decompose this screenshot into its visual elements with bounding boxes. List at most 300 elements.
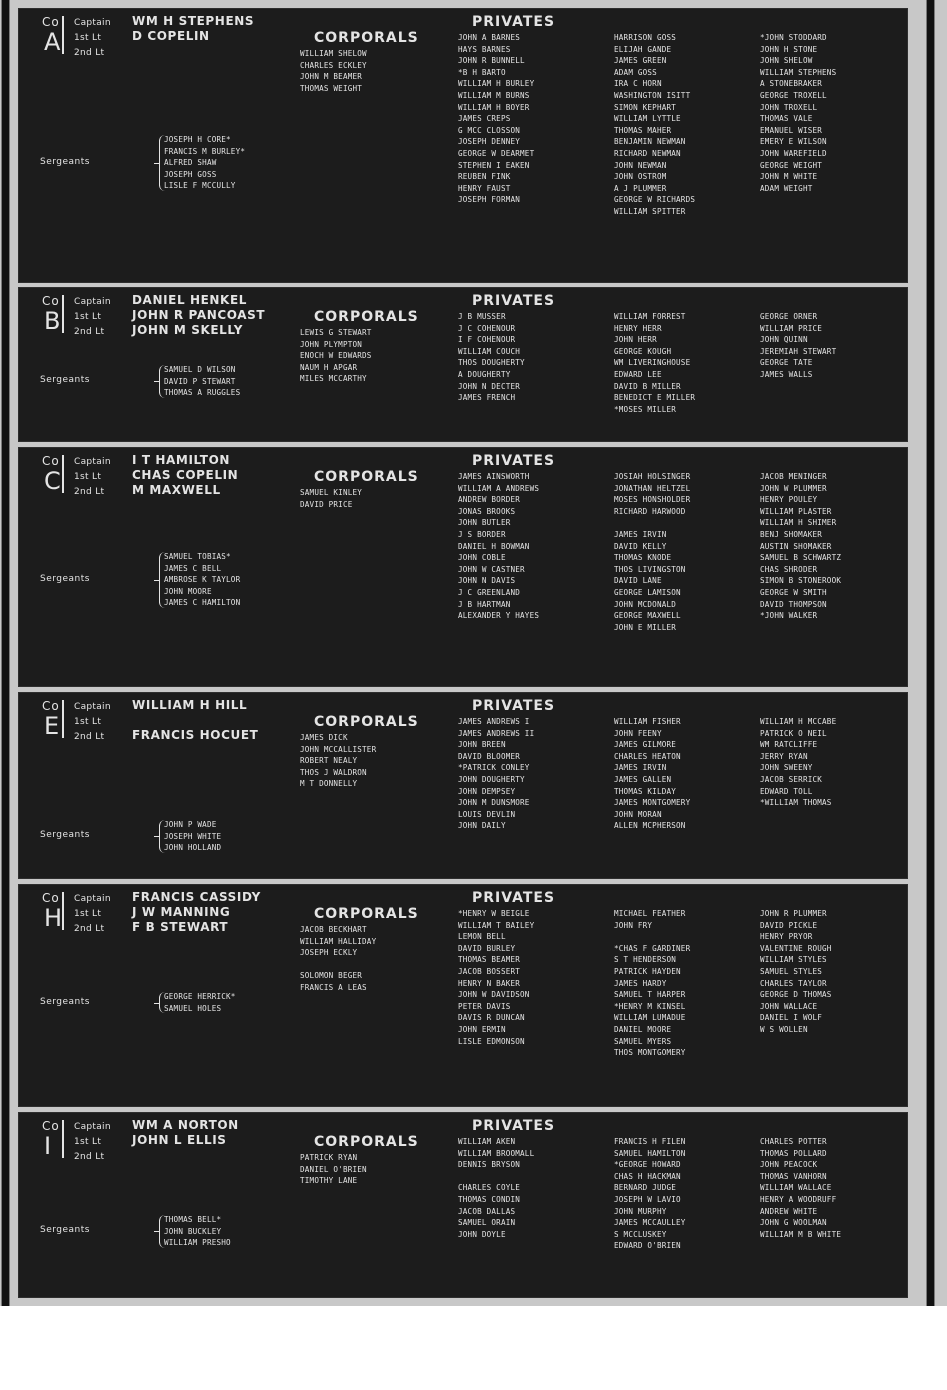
roster-name: JAMES ANDREWS II bbox=[458, 728, 535, 738]
roster-name: SOLOMON BEGER bbox=[300, 971, 363, 981]
sergeants-label: Sergeants bbox=[40, 1225, 90, 1236]
sergeants-list bbox=[164, 134, 245, 192]
second-lieutenant-row bbox=[74, 921, 261, 936]
corporals-heading: CORPORALS bbox=[314, 30, 419, 46]
captain-row bbox=[74, 15, 254, 30]
second-lieutenant-title: 2nd Lt bbox=[74, 1152, 105, 1162]
roster-name: WILLIAM FORREST bbox=[614, 312, 686, 321]
privates-column-3 bbox=[760, 32, 836, 194]
roster-name: DAVIS R DUNCAN bbox=[458, 1013, 525, 1023]
first-lieutenant-title: 1st Lt bbox=[74, 472, 102, 482]
roster-name: DAVID P STEWART bbox=[164, 376, 236, 386]
roster-name: DAVID B MILLER bbox=[614, 381, 681, 391]
corporals-list bbox=[300, 487, 362, 510]
roster-name: JAMES IRVIN bbox=[614, 763, 667, 773]
roster-name: STEPHEN I EAKEN bbox=[458, 160, 530, 170]
roster-name: JOHN NEWMAN bbox=[614, 160, 667, 170]
roster-name: JAMES C HAMILTON bbox=[164, 598, 241, 608]
roster-name: GEORGE W DEARMET bbox=[458, 148, 535, 158]
roster-name: SIMON B STONEROOK bbox=[760, 576, 842, 586]
roster-name: S T HENDERSON bbox=[614, 955, 677, 965]
roster-name: DAVID PICKLE bbox=[760, 920, 818, 930]
roster-name: JOHN MCDONALD bbox=[614, 599, 677, 609]
roster-name bbox=[458, 1171, 534, 1183]
roster-name: JOHN W PLUMMER bbox=[760, 483, 827, 493]
roster-name: JACOB BOSSERT bbox=[458, 966, 521, 976]
roster-name: JOHN QUINN bbox=[760, 335, 808, 345]
roster-name: JAMES ANDREWS I bbox=[458, 717, 530, 726]
sergeants-list bbox=[164, 819, 221, 854]
roster-name: GEORGE TROXELL bbox=[760, 90, 827, 100]
privates-heading: PRIVATES bbox=[472, 453, 556, 469]
roster-name: JONATHAN HELTZEL bbox=[614, 483, 691, 493]
roster-name: WILLIAM H BURLEY bbox=[458, 79, 535, 89]
roster-name: JOSEPH WHITE bbox=[164, 831, 222, 841]
privates-heading: PRIVATES bbox=[472, 293, 556, 309]
company-panel-b bbox=[18, 287, 908, 442]
roster-name: WILLIAM FISHER bbox=[614, 717, 681, 726]
captain-title: Captain bbox=[74, 1122, 111, 1132]
roster-name: WILLIAM A ANDREWS bbox=[458, 483, 540, 493]
company-divider bbox=[62, 1120, 64, 1158]
roster-name: JOHN DOUGHERTY bbox=[458, 774, 525, 784]
second-lieutenant-title: 2nd Lt bbox=[74, 327, 105, 337]
roster-name: *JOHN WALKER bbox=[760, 611, 818, 621]
roster-name: THOMAS VANHORN bbox=[760, 1171, 827, 1181]
privates-column-2 bbox=[614, 908, 690, 1059]
roster-name: *MOSES MILLER bbox=[614, 404, 677, 414]
captain-title: Captain bbox=[74, 702, 111, 712]
company-label bbox=[28, 455, 68, 495]
second-lieutenant-title: 2nd Lt bbox=[74, 732, 105, 742]
roster-name: JOHN OSTROM bbox=[614, 172, 667, 182]
company-word: Co bbox=[42, 454, 60, 468]
first-lieutenant-row bbox=[74, 30, 254, 45]
first-lieutenant-row bbox=[74, 469, 238, 484]
roster-name: WILLIAM M BURNS bbox=[458, 90, 530, 100]
company-panel-i bbox=[18, 1112, 908, 1298]
sergeants-list bbox=[164, 1214, 231, 1249]
roster-name: THOS LIVINGSTON bbox=[614, 564, 686, 574]
roster-name: THOMAS KILDAY bbox=[614, 786, 677, 796]
roster-name: GEORGE KOUGH bbox=[614, 346, 672, 356]
second-lieutenant-title: 2nd Lt bbox=[74, 924, 105, 934]
roster-name: EMERY E WILSON bbox=[760, 137, 827, 147]
roster-name: J C GREENLAND bbox=[458, 587, 521, 597]
roster-name: JOHN N DECTER bbox=[458, 381, 521, 391]
roster-name: WILLIAM PLASTER bbox=[760, 506, 832, 516]
roster-name: JAMES HARDY bbox=[614, 978, 667, 988]
roster-name: JOHN W DAVIDSON bbox=[458, 990, 530, 1000]
officers bbox=[74, 15, 254, 60]
company-word: Co bbox=[42, 15, 60, 29]
roster-name: G MCC CLOSSON bbox=[458, 125, 521, 135]
first-lieutenant-name: JOHN R PANCOAST bbox=[132, 308, 266, 322]
roster-name bbox=[614, 931, 690, 943]
roster-name: JACOB SERRICK bbox=[760, 774, 823, 784]
sergeants-list bbox=[164, 991, 236, 1014]
second-lieutenant-name: FRANCIS HOCUET bbox=[132, 728, 259, 742]
company-word: Co bbox=[42, 294, 60, 308]
roster-name: JONAS BROOKS bbox=[458, 506, 516, 516]
roster-name: JOSEPH GOSS bbox=[164, 169, 217, 179]
roster-name: WILLIAM BROOMALL bbox=[458, 1148, 535, 1158]
corporals-list bbox=[300, 48, 367, 94]
corporals-heading: CORPORALS bbox=[314, 714, 419, 730]
roster-name: EMANUEL WISER bbox=[760, 125, 823, 135]
roster-name: HAYS BARNES bbox=[458, 44, 511, 54]
roster-name: JACOB DALLAS bbox=[458, 1206, 516, 1216]
roster-name: TIMOTHY LANE bbox=[300, 1176, 358, 1186]
roster-name: WILLIAM LUMADUE bbox=[614, 1013, 686, 1023]
second-lieutenant-name: F B STEWART bbox=[132, 920, 229, 934]
roster-name: W S WOLLEN bbox=[760, 1024, 808, 1034]
roster-name: JAMES GALLEN bbox=[614, 774, 672, 784]
roster-name: DANIEL O'BRIEN bbox=[300, 1164, 367, 1174]
roster-name: THOMAS BELL* bbox=[164, 1215, 222, 1224]
second-lieutenant-title: 2nd Lt bbox=[74, 48, 105, 58]
roster-name: NAUM H APGAR bbox=[300, 362, 358, 372]
sergeants-label: Sergeants bbox=[40, 157, 90, 167]
company-label bbox=[28, 892, 68, 932]
roster-name: AMBROSE K TAYLOR bbox=[164, 575, 241, 585]
company-letter: C bbox=[44, 467, 61, 495]
roster-name: JOHN H STONE bbox=[760, 44, 818, 54]
roster-name: ELIJAH GANDE bbox=[614, 44, 672, 54]
sergeants-label: Sergeants bbox=[40, 574, 90, 584]
roster-name: ENOCH W EDWARDS bbox=[300, 351, 372, 361]
roster-name: WILLIAM AKEN bbox=[458, 1137, 516, 1146]
roster-name: J B MUSSER bbox=[458, 312, 506, 321]
privates-column-1 bbox=[458, 32, 534, 206]
sergeants-label: Sergeants bbox=[40, 830, 90, 841]
sergeants-list bbox=[164, 364, 240, 399]
roster-name: J B HARTMAN bbox=[458, 599, 511, 609]
roster-name: *WILLIAM THOMAS bbox=[760, 798, 832, 808]
first-lieutenant-row bbox=[74, 1134, 239, 1149]
roster-name: VALENTINE ROUGH bbox=[760, 943, 832, 953]
roster-name: SAMUEL ORAIN bbox=[458, 1218, 516, 1228]
roster-name: A J PLUMMER bbox=[614, 183, 667, 193]
captain-row bbox=[74, 294, 265, 309]
officers bbox=[74, 454, 238, 499]
privates-column-2 bbox=[614, 1136, 686, 1252]
captain-row bbox=[74, 454, 238, 469]
captain-name: WM A NORTON bbox=[132, 1118, 239, 1132]
roster-name: WILLIAM PRESHO bbox=[164, 1238, 231, 1248]
second-lieutenant-title: 2nd Lt bbox=[74, 487, 105, 497]
roster-name: JOHN HOLLAND bbox=[164, 843, 222, 853]
company-label bbox=[28, 295, 68, 335]
second-lieutenant-name: JOHN M SKELLY bbox=[132, 323, 244, 337]
captain-title: Captain bbox=[74, 457, 111, 467]
roster-name: DAVID KELLY bbox=[614, 541, 667, 551]
corporals-list bbox=[300, 924, 376, 994]
captain-name: WILLIAM H HILL bbox=[132, 698, 248, 712]
privates-heading: PRIVATES bbox=[472, 14, 556, 30]
roster-name: GEORGE MAXWELL bbox=[614, 611, 681, 621]
roster-name: JOHN SWEENY bbox=[760, 763, 813, 773]
company-letter: A bbox=[44, 28, 61, 56]
company-label bbox=[28, 1120, 68, 1160]
roster-name: CHARLES TAYLOR bbox=[760, 978, 827, 988]
roster-name: THOMAS POLLARD bbox=[760, 1148, 827, 1158]
roster-name: DAVID THOMPSON bbox=[760, 599, 827, 609]
roster-name: WILLIAM COUCH bbox=[458, 346, 521, 356]
roster-name: JAMES WALLS bbox=[760, 369, 813, 379]
roster-name: JOHN BUCKLEY bbox=[164, 1226, 222, 1236]
roster-name: JOHN ERMIN bbox=[458, 1024, 506, 1034]
corporals-heading: CORPORALS bbox=[314, 469, 419, 485]
roster-name: MOSES HONSHOLDER bbox=[614, 495, 691, 505]
roster-name: JOSEPH ECKLY bbox=[300, 948, 358, 958]
roster-name: EDWARD TOLL bbox=[760, 786, 813, 796]
roster-name: GEORGE ORNER bbox=[760, 312, 818, 321]
roster-name: WILLIAM PRICE bbox=[760, 323, 823, 333]
second-lieutenant-row bbox=[74, 1149, 239, 1164]
roster-name: JOHN HERR bbox=[614, 335, 657, 345]
roster-name: GEORGE W RICHARDS bbox=[614, 195, 696, 205]
privates-heading: PRIVATES bbox=[472, 1118, 556, 1134]
company-divider bbox=[62, 455, 64, 493]
roster-name: WILLIAM STYLES bbox=[760, 955, 827, 965]
roster-name: JAMES CREPS bbox=[458, 114, 511, 124]
left-frame-rail bbox=[1, 0, 10, 1306]
roster-name: JAMES GILMORE bbox=[614, 740, 677, 750]
roster-name: SAMUEL KINLEY bbox=[300, 488, 363, 497]
privates-column-3 bbox=[760, 471, 841, 622]
first-lieutenant-row bbox=[74, 714, 258, 729]
sergeants-label: Sergeants bbox=[40, 996, 90, 1007]
roster-name: WILLIAM H SHIMER bbox=[760, 518, 837, 528]
roster-name: HENRY A WOODRUFF bbox=[760, 1194, 837, 1204]
roster-name: JOHN BREEN bbox=[458, 740, 506, 750]
roster-name: SAMUEL D WILSON bbox=[164, 365, 236, 374]
roster-name: RICHARD HARWOOD bbox=[614, 506, 686, 516]
roster-name: WILLIAM HALLIDAY bbox=[300, 936, 377, 946]
roster-name: S MCCLUSKEY bbox=[614, 1229, 667, 1239]
captain-title: Captain bbox=[74, 894, 111, 904]
roster-name: JOHN SHELOW bbox=[760, 56, 813, 66]
first-lieutenant-name: CHAS COPELIN bbox=[132, 468, 239, 482]
privates-column-2 bbox=[614, 311, 695, 415]
roster-name: LEWIS G STEWART bbox=[300, 328, 372, 337]
roster-name: PATRICK O NEIL bbox=[760, 728, 827, 738]
roster-name: SAMUEL HOLES bbox=[164, 1003, 222, 1013]
roster-name: ADAM WEIGHT bbox=[760, 183, 813, 193]
captain-title: Captain bbox=[74, 297, 111, 307]
officers bbox=[74, 1119, 239, 1164]
roster-name: *PATRICK CONLEY bbox=[458, 763, 530, 773]
roster-name: HENRY POULEY bbox=[760, 495, 818, 505]
roster-name: *JOHN STODDARD bbox=[760, 33, 827, 42]
first-lieutenant-title: 1st Lt bbox=[74, 1137, 102, 1147]
roster-name: CHAS SHRODER bbox=[760, 564, 818, 574]
company-panel-c bbox=[18, 447, 908, 687]
company-divider bbox=[62, 295, 64, 333]
roster-name: JAMES GREEN bbox=[614, 56, 667, 66]
first-lieutenant-title: 1st Lt bbox=[74, 717, 102, 727]
roster-name: SAMUEL TOBIAS* bbox=[164, 552, 231, 561]
roster-name: HENRY FAUST bbox=[458, 183, 511, 193]
second-lieutenant-row bbox=[74, 324, 265, 339]
company-label bbox=[28, 700, 68, 740]
roster-name: SAMUEL MYERS bbox=[614, 1036, 672, 1046]
company-panel-e bbox=[18, 692, 908, 879]
roster-name: JOHN MURPHY bbox=[614, 1206, 667, 1216]
roster-name: CHARLES HEATON bbox=[614, 751, 681, 761]
roster-name: JOHN M WHITE bbox=[760, 172, 818, 182]
roster-name: J C COHENOUR bbox=[458, 323, 516, 333]
roster-name: LOUIS DEVLIN bbox=[458, 809, 516, 819]
company-letter: H bbox=[44, 904, 63, 932]
roster-name: THOMAS WEIGHT bbox=[300, 83, 363, 93]
roster-name: JAMES MONTGOMERY bbox=[614, 798, 691, 808]
first-lieutenant-row bbox=[74, 906, 261, 921]
captain-name: DANIEL HENKEL bbox=[132, 293, 248, 307]
roster-name: CHAS H HACKMAN bbox=[614, 1171, 681, 1181]
roster-name: JOHN WALLACE bbox=[760, 1001, 818, 1011]
second-lieutenant-row bbox=[74, 484, 238, 499]
right-frame-rail bbox=[926, 0, 935, 1306]
first-lieutenant-title: 1st Lt bbox=[74, 33, 102, 43]
roster-name: GEORGE LAMISON bbox=[614, 587, 681, 597]
privates-column-3 bbox=[760, 1136, 841, 1240]
roster-name: JOHN FEENY bbox=[614, 728, 662, 738]
second-lieutenant-row bbox=[74, 729, 258, 744]
officers bbox=[74, 294, 265, 339]
roster-name: DAVID BURLEY bbox=[458, 943, 516, 953]
first-lieutenant-title: 1st Lt bbox=[74, 909, 102, 919]
roster-name: ROBERT NEALY bbox=[300, 756, 358, 766]
roster-name: JOHN A BARNES bbox=[458, 33, 521, 42]
first-lieutenant-name: JOHN L ELLIS bbox=[132, 1133, 227, 1147]
roster-name: *CHAS F GARDINER bbox=[614, 943, 691, 953]
first-lieutenant-name: D COPELIN bbox=[132, 29, 210, 43]
roster-name: JOHN M BEAMER bbox=[300, 72, 363, 82]
roster-name: SAMUEL B SCHWARTZ bbox=[760, 553, 842, 563]
roster-name: DANIEL MOORE bbox=[614, 1024, 672, 1034]
roster-name: GEORGE WEIGHT bbox=[760, 160, 823, 170]
first-lieutenant-title: 1st Lt bbox=[74, 312, 102, 322]
roster-name: FRANCIS H FILEN bbox=[614, 1137, 686, 1146]
captain-row bbox=[74, 699, 258, 714]
roster-name: SAMUEL HAMILTON bbox=[614, 1148, 686, 1158]
company-divider bbox=[62, 700, 64, 738]
roster-name: HENRY N BAKER bbox=[458, 978, 521, 988]
company-word: Co bbox=[42, 1119, 60, 1133]
company-label bbox=[28, 16, 68, 56]
roster-name: JAMES FRENCH bbox=[458, 393, 516, 403]
roster-name: EDWARD O'BRIEN bbox=[614, 1241, 681, 1251]
roster-name: ADAM GOSS bbox=[614, 67, 657, 77]
company-divider bbox=[62, 16, 64, 54]
roster-name: HARRISON GOSS bbox=[614, 33, 677, 42]
roster-name: JOHN G WOOLMAN bbox=[760, 1218, 827, 1228]
roster-name: PETER DAVIS bbox=[458, 1001, 511, 1011]
company-panel-a bbox=[18, 8, 908, 283]
roster-name: *B H BARTO bbox=[458, 67, 506, 77]
second-lieutenant-name: M MAXWELL bbox=[132, 483, 221, 497]
roster-name: BENEDICT E MILLER bbox=[614, 393, 696, 403]
roster-name: WILLIAM H BOYER bbox=[458, 102, 530, 112]
roster-name: BERNARD JUDGE bbox=[614, 1183, 677, 1193]
roster-name: JOHN N DAVIS bbox=[458, 576, 516, 586]
roster-name: DANIEL H BOWMAN bbox=[458, 541, 530, 551]
first-lieutenant-row bbox=[74, 309, 265, 324]
roster-name: JOHN FRY bbox=[614, 920, 653, 930]
roster-name: THOS J WALDRON bbox=[300, 767, 367, 777]
roster-name: WILLIAM T BAILEY bbox=[458, 920, 535, 930]
roster-name: GEORGE D THOMAS bbox=[760, 990, 832, 1000]
roster-name: GEORGE HERRICK* bbox=[164, 992, 236, 1001]
officers bbox=[74, 891, 261, 936]
roster-name: HENRY HERR bbox=[614, 323, 662, 333]
captain-title: Captain bbox=[74, 18, 111, 28]
roster-name: ALFRED SHAW bbox=[164, 158, 217, 168]
roster-name: JOHN TROXELL bbox=[760, 102, 818, 112]
roster-name: JEREMIAH STEWART bbox=[760, 346, 837, 356]
company-panel-h bbox=[18, 884, 908, 1107]
roster-name: WASHINGTON ISITT bbox=[614, 90, 691, 100]
roster-name: ANDREW WHITE bbox=[760, 1206, 818, 1216]
roster-name: JOHN R PLUMMER bbox=[760, 909, 827, 918]
company-word: Co bbox=[42, 891, 60, 905]
roster-name: JOHN M DUNSMORE bbox=[458, 798, 530, 808]
roster-name: JACOB BECKHART bbox=[300, 925, 367, 934]
corporals-list bbox=[300, 732, 376, 790]
privates-column-1 bbox=[458, 311, 525, 404]
roster-name: WILLIAM LYTTLE bbox=[614, 114, 681, 124]
roster-name: FRANCIS M BURLEY* bbox=[164, 146, 246, 156]
roster-name: JAMES DICK bbox=[300, 733, 348, 742]
roster-name: WM LIVERINGHOUSE bbox=[614, 358, 691, 368]
roster-name: M T DONNELLY bbox=[300, 779, 358, 789]
roster-name: ANDREW BORDER bbox=[458, 495, 521, 505]
roster-name: THOMAS A RUGGLES bbox=[164, 388, 241, 398]
roster-name: THOS MONTGOMERY bbox=[614, 1048, 686, 1058]
roster-name: MILES MCCARTHY bbox=[300, 374, 367, 384]
roster-name bbox=[614, 517, 690, 529]
roster-name: A DOUGHERTY bbox=[458, 369, 511, 379]
roster-name: JOHN DEMPSEY bbox=[458, 786, 516, 796]
roster-name: RICHARD NEWMAN bbox=[614, 148, 681, 158]
roster-name: SAMUEL T HARPER bbox=[614, 990, 686, 1000]
privates-heading: PRIVATES bbox=[472, 698, 556, 714]
roster-name: DAVID BLOOMER bbox=[458, 751, 521, 761]
privates-column-2 bbox=[614, 471, 690, 633]
roster-name: JOHN BUTLER bbox=[458, 518, 511, 528]
roster-name: *GEORGE HOWARD bbox=[614, 1160, 681, 1170]
roster-name: WILLIAM M B WHITE bbox=[760, 1229, 842, 1239]
roster-name: DAVID LANE bbox=[614, 576, 662, 586]
roster-name: JOHN COBLE bbox=[458, 553, 506, 563]
roster-name: JOHN DOYLE bbox=[458, 1229, 506, 1239]
roster-name: GEORGE W SMITH bbox=[760, 587, 827, 597]
roster-name: JOHN E MILLER bbox=[614, 622, 677, 632]
corporals-list bbox=[300, 327, 372, 385]
roster-name: JERRY RYAN bbox=[760, 751, 808, 761]
roster-name: JOHN DAILY bbox=[458, 821, 506, 831]
roster-name: JOHN MORAN bbox=[614, 809, 662, 819]
company-word: Co bbox=[42, 699, 60, 713]
roster-name: CHARLES POTTER bbox=[760, 1137, 827, 1146]
roster-name: DANIEL I WOLF bbox=[760, 1013, 823, 1023]
roster-name: BENJ SHOMAKER bbox=[760, 529, 823, 539]
roster-name: WM RATCLIFFE bbox=[760, 740, 818, 750]
officers bbox=[74, 699, 258, 744]
roster-name: WILLIAM SHELOW bbox=[300, 49, 367, 58]
